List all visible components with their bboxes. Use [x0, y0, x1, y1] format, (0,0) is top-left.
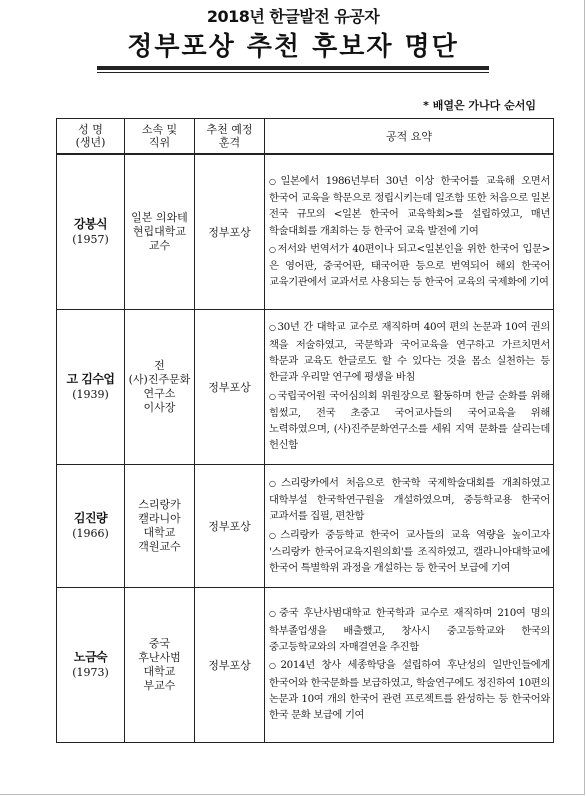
award-type-cell: 정부포상 — [195, 587, 265, 742]
person-name: 김진량 — [73, 510, 108, 525]
birth-year: (1939) — [72, 387, 109, 401]
award-type-cell: 정부포상 — [195, 309, 265, 464]
honoree-table — [56, 118, 554, 743]
birth-year: (1966) — [72, 526, 109, 540]
affiliation-cell: 스리랑카 캘라니아 대학교 객원교수 — [125, 464, 195, 587]
person-name: 고 김수업 — [66, 371, 115, 386]
table-row — [57, 309, 554, 464]
merit-text: 스리랑카 중등학교 한국어 교사들의 교육 역량을 높이고자 '스리랑카 한국어교육지원의회'를 조직하였고, 캘라니아대학교에 한국어 특별학위 과정을 개설하는 등 한국어 보급에 기여 — [269, 528, 550, 575]
table-header-row — [57, 119, 554, 155]
table-row — [57, 154, 554, 309]
circle-bullet-icon: ○ — [269, 661, 280, 671]
merits-cell — [265, 587, 554, 742]
merit-text: 저서와 번역서가 40편이나 되고<일본인을 위한 한국어 입문>은 영어판, 중국어판, 태국어판 등으로 번역되어 해외 한국어 교육기관에서 교과서로 사용되는 등 한국어 교육의 국제화에 기여 — [269, 242, 550, 289]
person-name: 강봉식 — [73, 216, 108, 231]
award-type-cell: 정부포상 — [195, 154, 265, 309]
header-merits: 공적 요약 — [265, 119, 554, 155]
merit-text: 국립국어원 국어심의회 위원장으로 활동하며 한글 순화를 위해 힘썼고, 전국 초중고 국어교사들의 국어교육을 위해 노력하였으며, (사)진주문화연구소를 세워 지역 문화를 살리는데 헌신함 — [269, 389, 550, 452]
award-type-cell: 정부포상 — [195, 464, 265, 587]
affiliation-cell: 일본 의와테 현립대학교 교수 — [125, 154, 195, 309]
merit-text: 30년 간 대학교 교수로 재직하며 40여 편의 논문과 10여 권의 책을 저술하였고, 국문학과 국어교육을 연구하고 가르치면서 학문과 교육도 한글로도 할 수 있다는 것을 몸소 실천하는 등 한글과 우리말 연구에 평생을 바침 — [269, 321, 550, 384]
circle-bullet-icon: ○ — [269, 176, 280, 186]
circle-bullet-icon: ○ — [269, 478, 280, 488]
affiliation-cell: 전 (사)진주문화 연구소 이사장 — [125, 309, 195, 464]
title-underline-thick — [97, 66, 489, 70]
merit-item — [269, 605, 550, 655]
header-name: 성 명 (생년) — [57, 119, 125, 155]
circle-bullet-icon: ○ — [269, 391, 277, 401]
merit-text: 일본에서 1986년부터 30년 이상 한국어를 교육해 오면서 한국어 교육을 학문으로 정립시키는데 일조함 또한 처음으로 일본 전국 규모의 <일본 한국어 교육학회>를 설립하였고, 매년 학술대회를 개최하는 등 한국어 교육 발전에 기여 — [269, 174, 550, 237]
header-award-type: 추천 예정 훈격 — [195, 119, 265, 155]
table-row — [57, 587, 554, 742]
header-affiliation: 소속 및 직위 — [125, 119, 195, 155]
merits-cell — [265, 464, 554, 587]
circle-bullet-icon: ○ — [269, 244, 277, 254]
merit-text: 2014년 창사 세종학당을 설립하여 후난성의 일반인들에게 한국어와 한국문화를 보급하였고, 학술연구에도 정진하여 10편의 논문과 10여 개의 한국어 관련 프로젝트를 완성하는 등 한국어와 한국 문화 보급에 기여 — [269, 659, 550, 722]
table-row — [57, 464, 554, 587]
merit-item — [269, 475, 550, 525]
person-name: 노금숙 — [73, 649, 108, 664]
affiliation-cell: 중국 후난사범 대학교 부교수 — [125, 587, 195, 742]
name-cell — [57, 154, 125, 309]
document-title: 정부포상 추천 후보자 명단 — [127, 32, 459, 62]
merit-item — [269, 388, 550, 454]
birth-year: (1957) — [72, 232, 109, 246]
circle-bullet-icon: ○ — [269, 530, 280, 540]
merit-item — [269, 319, 550, 385]
ordering-note: * 배열은 가나다 순서임 — [423, 99, 536, 112]
document-subtitle: 2018년 한글발전 유공자 — [206, 7, 380, 26]
merit-item — [269, 657, 550, 723]
merits-cell — [265, 309, 554, 464]
merit-text: 중국 후난사범대학교 한국학과 교수로 재직하며 210여 명의 학부졸업생을 배출했고, 창사시 중고등학교와 한국의 중고등학교와의 자매결연을 추진함 — [269, 607, 550, 654]
title-underline-thin — [97, 72, 489, 73]
name-cell — [57, 587, 125, 742]
circle-bullet-icon: ○ — [269, 609, 278, 619]
merit-text: 스리랑카에서 처음으로 한국학 국제학술대회를 개최하였고 대학부설 한국학연구원을 개설하였으며, 중등학교용 한국어 교과서를 집필, 편찬함 — [269, 476, 550, 523]
merit-item — [269, 173, 550, 239]
merit-item — [269, 527, 550, 577]
name-cell — [57, 464, 125, 587]
name-cell — [57, 309, 125, 464]
birth-year: (1973) — [72, 665, 109, 679]
merit-item — [269, 241, 550, 291]
merits-cell — [265, 154, 554, 309]
circle-bullet-icon: ○ — [269, 323, 277, 333]
